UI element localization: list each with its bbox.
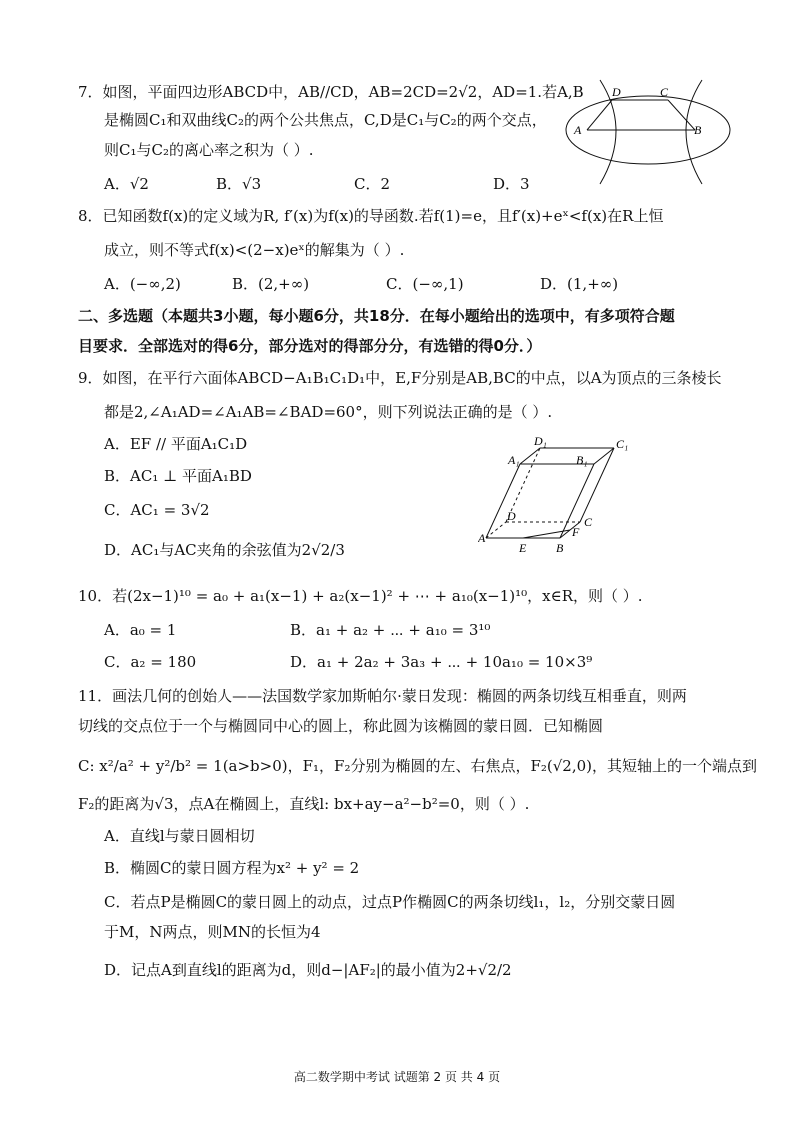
q9-option-d: D．AC₁与AC夹角的余弦值为2√2/3 bbox=[104, 541, 345, 559]
q10-line1: 10．若(2x−1)¹⁰ = a₀ + a₁(x−1) + a₂(x−1)² + ⋯ + a₁₀(x−1)¹⁰，x∈R，则（ ）. bbox=[78, 587, 643, 605]
label-c1: C₁ bbox=[616, 437, 629, 451]
q10-option-b: B．a₁ + a₂ + ⋯ + a₁₀ = 3¹⁰ bbox=[290, 621, 491, 639]
q11-line3: C: x²/a² + y²/b² = 1(a>b>0)，F₁，F₂分别为椭圆的左、右焦点，F₂(√2,0)，其短轴上的一个端点到 bbox=[78, 757, 758, 775]
q7-option-a: A．√2 bbox=[104, 175, 149, 193]
q9-option-b: B．AC₁ ⊥ 平面A₁BD bbox=[104, 467, 252, 485]
section2-title-line1: 二、多选题（本题共3小题，每小题6分，共18分．在每小题给出的选项中，有多项符合题 bbox=[78, 307, 675, 325]
segment-ad bbox=[587, 100, 612, 130]
q8-option-b: B．(2,+∞) bbox=[232, 275, 310, 293]
q11-option-a: A．直线l与蒙日圆相切 bbox=[104, 827, 255, 845]
edge-b1-c1 bbox=[594, 448, 614, 464]
q9-parallelepiped-figure bbox=[478, 434, 638, 556]
q7-option-d: D．3 bbox=[493, 175, 530, 193]
edge-a1-d1 bbox=[520, 448, 540, 464]
q7-line2: 是椭圆C₁和双曲线C₂的两个公共焦点，C,D是C₁与C₂的两个交点， bbox=[104, 111, 547, 129]
q11-option-d: D．记点A到直线l的距离为d，则d−|AF₂|的最小值为2+√2/2 bbox=[104, 961, 512, 979]
label-e: E bbox=[519, 541, 527, 555]
q8-line1: 8．已知函数f(x)的定义域为R, f′(x)为f(x)的导函数.若f(1)=e，且f′(x)+eˣ<f(x)在R上恒 bbox=[78, 207, 664, 225]
label-d1: D₁ bbox=[534, 434, 547, 448]
q10-option-d: D．a₁ + 2a₂ + 3a₃ + ⋯ + 10a₁₀ = 10×3⁹ bbox=[290, 653, 593, 671]
label-c: C bbox=[660, 85, 669, 99]
q11-line2: 切线的交点位于一个与椭圆同中心的圆上，称此圆为该椭圆的蒙日圆．已知椭圆 bbox=[78, 717, 604, 735]
q7-line1: 7．如图，平面四边形ABCD中，AB//CD，AB=2CD=2√2，AD=1.若A,B bbox=[78, 83, 584, 101]
q7-option-b: B．√3 bbox=[216, 175, 262, 193]
q11-option-c-line2: 于M，N两点，则MN的长恒为4 bbox=[104, 923, 321, 941]
segment-bc bbox=[668, 100, 695, 130]
label-d: D bbox=[612, 85, 621, 99]
q11-line1: 11．画法几何的创始人——法国数学家加斯帕尔·蒙日发现：椭圆的两条切线互相垂直，则两 bbox=[78, 687, 687, 705]
q11-option-c-line1: C．若点P是椭圆C的蒙日圆上的动点，过点P作椭圆C的两条切线l₁，l₂，分别交蒙日圆 bbox=[104, 893, 676, 911]
q9-option-a: A．EF // 平面A₁C₁D bbox=[104, 435, 248, 453]
edge-a-d bbox=[486, 522, 506, 538]
page-footer: 高二数学期中考试 试题第 2 页 共 4 页 bbox=[293, 1070, 501, 1084]
label-f: F bbox=[572, 525, 580, 539]
q7-ellipse-hyperbola-figure bbox=[560, 78, 735, 190]
section2-title-line2: 目要求．全部选对的得6分，部分选对的得部分分，有选错的得0分．） bbox=[78, 337, 542, 355]
label-c: C bbox=[584, 515, 593, 529]
q8-option-c: C．(−∞,1) bbox=[386, 275, 464, 293]
q8-option-a: A．(−∞,2) bbox=[104, 275, 181, 293]
label-a: A bbox=[574, 123, 582, 137]
q8-option-d: D．(1,+∞) bbox=[540, 275, 619, 293]
segment-ef bbox=[523, 530, 570, 538]
q9-option-c: C．AC₁ = 3√2 bbox=[104, 501, 210, 519]
q8-line2: 成立，则不等式f(x)<(2−x)eˣ的解集为（ ）. bbox=[104, 241, 405, 259]
q11-line4: F₂的距离为√3，点A在椭圆上，直线l: bx+ay−a²−b²=0，则（ ）. bbox=[78, 795, 530, 813]
label-b: B bbox=[556, 541, 564, 555]
q10-option-a: A．a₀ = 1 bbox=[104, 621, 177, 639]
label-b1: B₁ bbox=[576, 453, 588, 467]
label-a: A bbox=[478, 531, 486, 545]
label-a1: A₁ bbox=[508, 453, 520, 467]
q7-line3: 则C₁与C₂的离心率之积为（ ）. bbox=[104, 141, 314, 159]
q10-option-c: C．a₂ = 180 bbox=[104, 653, 197, 671]
label-d: D bbox=[507, 509, 516, 523]
label-b: B bbox=[694, 123, 702, 137]
edge-a-a1 bbox=[486, 464, 520, 538]
q11-option-b: B．椭圆C的蒙日圆方程为x² + y² = 2 bbox=[104, 859, 360, 877]
q9-line2: 都是2,∠A₁AD=∠A₁AB=∠BAD=60°，则下列说法正确的是（ ）. bbox=[104, 403, 553, 421]
q7-option-c: C．2 bbox=[354, 175, 391, 193]
q9-line1: 9．如图，在平行六面体ABCD−A₁B₁C₁D₁中，E,F分别是AB,BC的中点，以A为顶点的三条棱长 bbox=[78, 369, 722, 387]
